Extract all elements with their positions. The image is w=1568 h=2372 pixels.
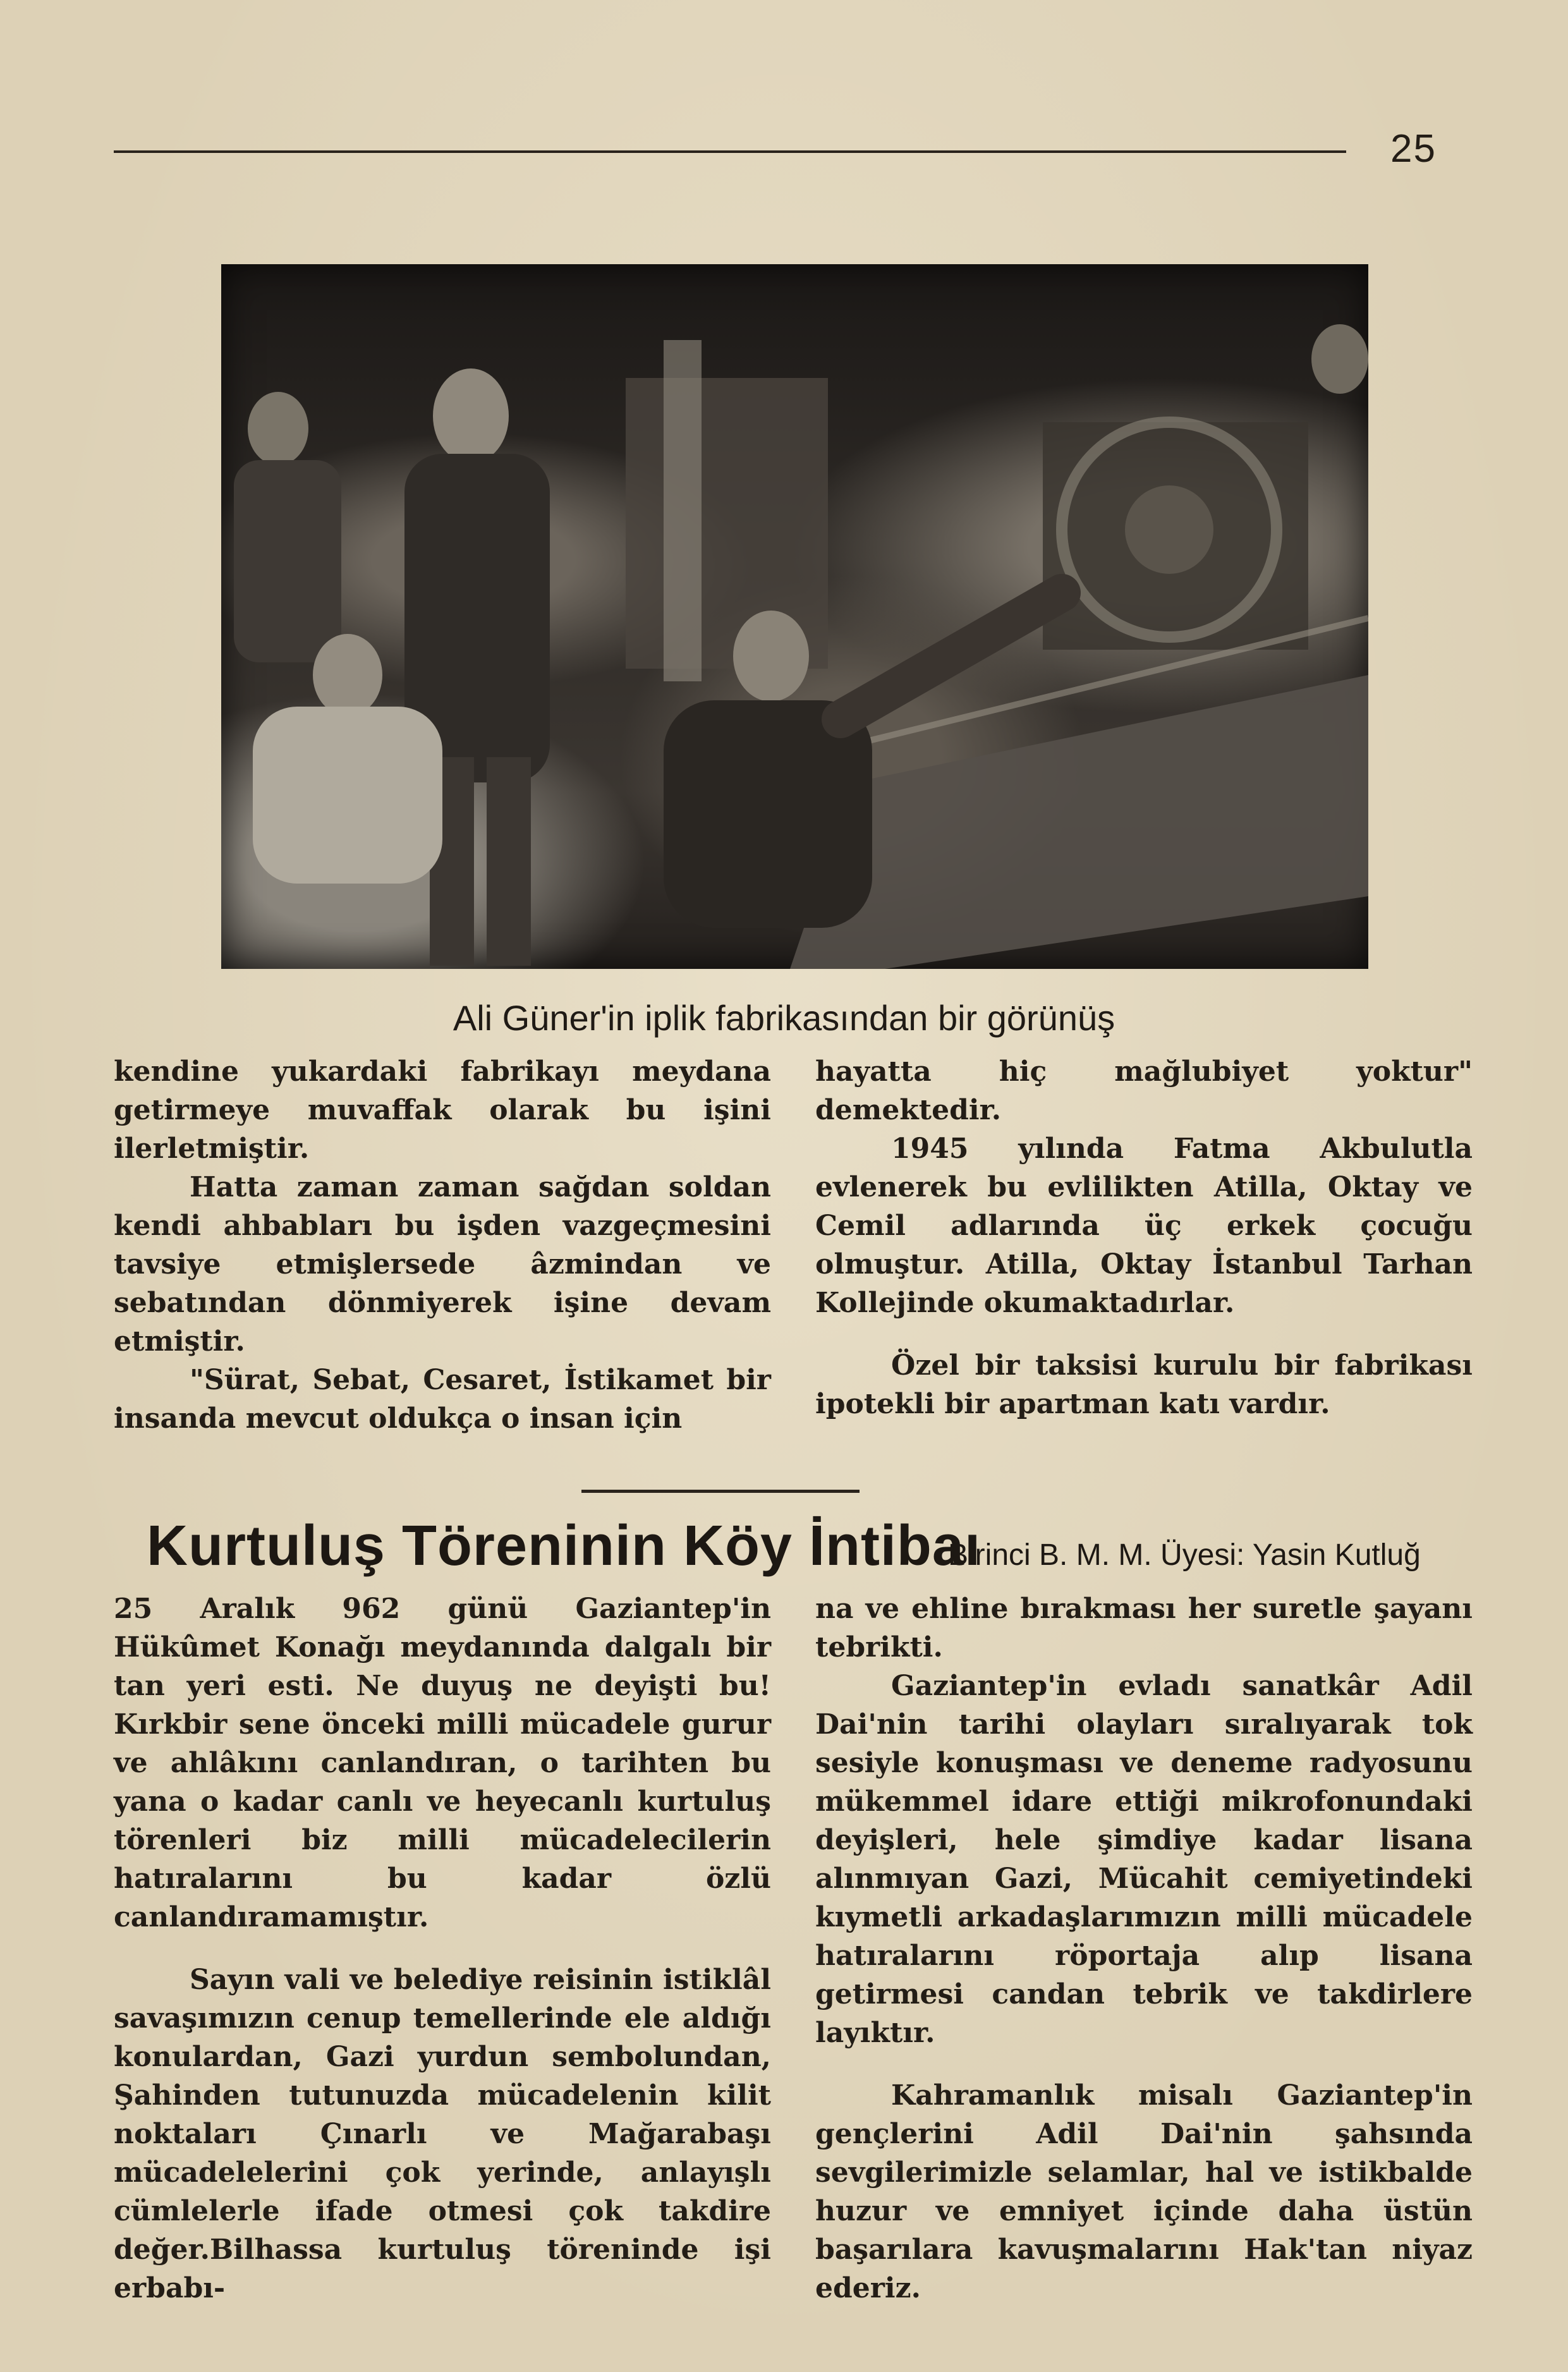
photo-caption: Ali Güner'in iplik fabrikasından bir görünüş (453, 998, 1115, 1038)
article2-right-paragraph: Gaziantep'in evladı sanatkâr Adil Dai'nin tarihi olayları sıralıyarak tok sesiyle konuşması ve deneme radyosunu mükemmel idare ettiği mikrofonundaki deyişleri, hele şimdiye kadar lisana alınmıyan Gazi, Mücahit cemiyetindeki kıymetli arkadaşlarımızın milli mücadele hatıralarını röportaja alıp lisana getirmesi candan tebrik ve takdirlere layıktır. (815, 1670, 1473, 2049)
article1-right-paragraph: 1945 yılında Fatma Akbulutla evlenerek bu evlilikten Atilla, Oktay ve Cemil adlarında üç erkek çocuğu olmuştur. Atilla, Oktay İstanbul Tarhan Kollejinde okumaktadırlar. (815, 1133, 1473, 1319)
article1-left-paragraph: "Sürat, Sebat, Cesaret, İstikamet bir insanda mevcut oldukça o insan için (114, 1364, 771, 1435)
article1-left-column (114, 1052, 771, 1438)
article2-right-paragraph: na ve ehline bırakması her suretle şayanı tebrikti. (815, 1593, 1473, 1663)
article2-byline: Birinci B. M. M. Üyesi: Yasin Kutluğ (948, 1538, 1421, 1572)
page-number: 25 (1390, 127, 1437, 171)
article2-headline: Kurtuluş Töreninin Köy İntibaı (147, 1514, 981, 1578)
article2-left-paragraph: Sayın vali ve belediye reisinin istiklâl savaşımızın cenup temellerinde ele aldığı konulardan, Gazi yurdun sembolundan, Şahinden tutunuzda mücadelenin kilit noktaları Çınarlı ve Mağarabaşı mücadelelerini çok yerinde, anlayışlı cümlelerle ifade otmesi çok takdire değer.Bilhassa kurtuluş töreninde işi erbabı- (114, 1964, 771, 2304)
article1-left-paragraph: kendine yukardaki fabrikayı meydana getirmeye muvaffak olarak bu işini ilerletmiştir. (114, 1055, 771, 1165)
article-separator-rule (581, 1490, 860, 1493)
article2-left-paragraph: 25 Aralık 962 günü Gaziantep'in Hükûmet Konağı meydanında dalgalı bir tan yeri esti. Ne duyuş ne deyişti bu! Kırkbir sene önceki milli mücadele gurur ve ahlâkını canlandıran, o tarihten bu yana o kadar canlı ve heyecanlı kurtuluş törenleri biz milli mücadelecilerin hatıralarını bu kadar özlü canlandıramamıştır. (114, 1593, 771, 1933)
article1-left-paragraph: Hatta zaman zaman sağdan soldan kendi ahbabları bu işden vazgeçmesini tavsiye etmişlersede âzmindan ve sebatından dönmiyerek işine devam etmiştir. (114, 1171, 771, 1358)
factory-photo-illustration (221, 264, 1368, 969)
article1-right-paragraph: hayatta hiç mağlubiyet yoktur" demektedir. (815, 1055, 1473, 1126)
article1-right-column (815, 1052, 1473, 1423)
article1-right-paragraph: Özel bir taksisi kurulu bir fabrikası ipotekli bir apartman katı vardır. (815, 1349, 1473, 1420)
article2-right-paragraph: Kahramanlık misalı Gaziantep'in gençlerini Adil Dai'nin şahsında sevgilerimizle selamlar, hal ve istikbalde huzur ve emniyet içinde daha üstün başarılara kavuşmalarını Hak'tan niyaz ederiz. (815, 2079, 1473, 2304)
article2-left-column (114, 1590, 771, 2308)
factory-photo (221, 264, 1368, 969)
header-rule (114, 150, 1346, 153)
article2-right-column (815, 1590, 1473, 2308)
